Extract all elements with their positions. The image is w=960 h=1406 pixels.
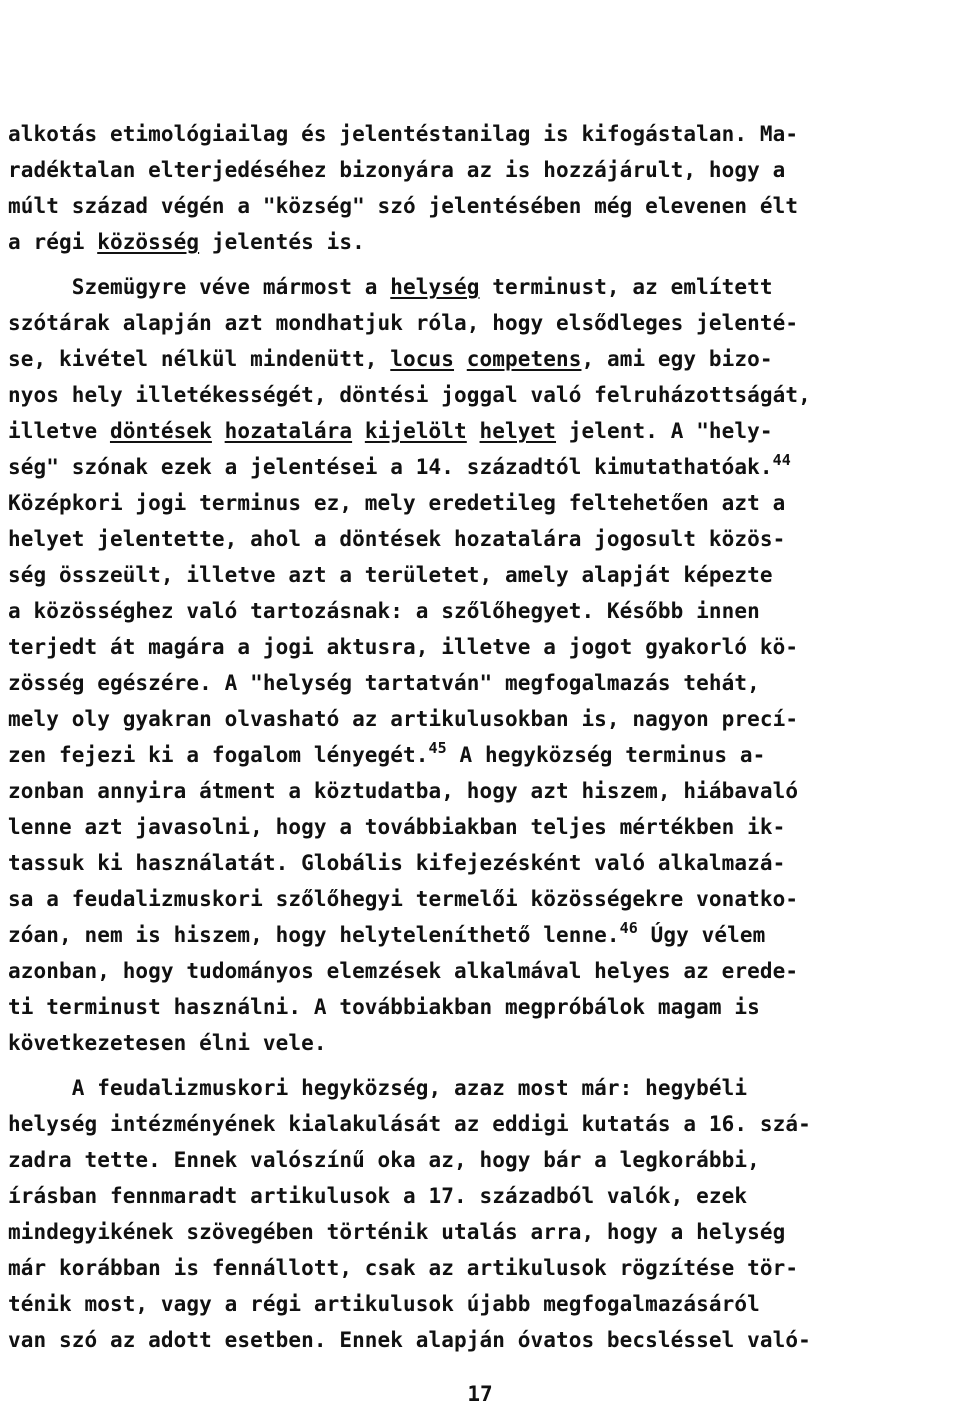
text-line [8, 193, 798, 219]
text-run: írásban fennmaradt artikulusok a 17. századból valók, ezek [8, 1184, 748, 1208]
text-line [8, 1030, 327, 1056]
underlined-term: helyet [479, 419, 557, 443]
text-line [8, 1183, 747, 1209]
text-run: se, kivétel nélkül mindenütt, [8, 347, 391, 371]
text-run: terminust, az említett [479, 275, 773, 299]
text-line [8, 490, 785, 516]
text-run: zóan, nem is hiszem, hogy helyteleníthető lenne. [8, 923, 620, 947]
text-run: ténik most, vagy a régi artikulusok újabb megfogalmazásáról [8, 1292, 760, 1316]
text-run: sa a feudalizmuskori szőlőhegyi termelői közösségekre vonatko- [8, 887, 799, 911]
text-line [8, 598, 760, 624]
underlined-term: hozatalára [224, 419, 353, 443]
text-run: zadra tette. Ennek valószínű oka az, hogy bár a legkorábbi, [8, 1148, 760, 1172]
page-number: 17 [467, 1382, 493, 1406]
text-run: alkotás etimológiailag és jelentéstanilag is kifogástalan. Ma- [8, 122, 799, 146]
text-run: zonban annyira átment a köztudatba, hogy azt hiszem, hiábavaló [8, 779, 799, 803]
text-run: már korábban is fennállott, csak az artikulusok rögzítése tör- [8, 1256, 799, 1280]
text-line [8, 229, 365, 255]
text-line [8, 958, 798, 984]
underlined-term: helység [390, 275, 480, 299]
text-run: Középkori jogi terminus ez, mely eredetileg feltehetően azt a [8, 491, 786, 515]
text-run: , ami egy bizo- [581, 347, 773, 371]
text-line [8, 1075, 747, 1101]
text-line [8, 526, 785, 552]
text-run [454, 347, 467, 371]
text-line [8, 451, 791, 480]
text-run: jelentés is. [199, 230, 365, 254]
text-run [352, 419, 365, 443]
text-run: a régi [8, 230, 98, 254]
text-run: lenne azt javasolni, hogy a továbbiakban teljes mértékben ik- [8, 815, 786, 839]
text-run: mely oly gyakran olvasható az artikulusokban is, nagyon precí- [8, 707, 799, 731]
text-run: a közösséghez való tartozásnak: a szőlőhegyet. Később innen [8, 599, 760, 623]
text-line [8, 1327, 811, 1353]
text-run: helység intézményének kialakulását az eddigi kutatás a 16. szá- [8, 1112, 811, 1136]
footnote-ref: 44 [772, 451, 791, 469]
text-line [8, 1291, 760, 1317]
text-run: A hegyközség terminus a- [446, 743, 766, 767]
text-line [8, 1219, 785, 1245]
underlined-term: competens [466, 347, 582, 371]
text-line [8, 382, 811, 408]
text-run: következetesen élni vele. [8, 1031, 327, 1055]
text-run: Szemügyre véve mármost a [8, 275, 391, 299]
text-run: ti terminust használni. A továbbiakban megpróbálok magam is [8, 995, 760, 1019]
text-line [8, 418, 773, 444]
text-line [8, 121, 798, 147]
text-run: helyet jelentette, ahol a döntések hozatalára jogosult közös- [8, 527, 786, 551]
text-line [8, 346, 773, 372]
text-line [8, 562, 773, 588]
text-line [8, 706, 798, 732]
text-line [8, 994, 760, 1020]
text-run: ség" szónak ezek a jelentései a 14. századtól kimutathatóak. [8, 455, 773, 479]
text-run: jelent. A "hely- [556, 419, 773, 443]
text-line [8, 886, 798, 912]
footnote-ref: 45 [428, 739, 447, 757]
text-line [8, 1255, 798, 1281]
underlined-term: locus [390, 347, 455, 371]
text-run: tassuk ki használatát. Globális kifejezésként való alkalmazá- [8, 851, 786, 875]
text-run [212, 419, 225, 443]
text-run: van szó az adott esetben. Ennek alapján óvatos becsléssel való- [8, 1328, 811, 1352]
text-line [8, 1147, 760, 1173]
text-line [8, 739, 766, 768]
underlined-term: közösség [97, 230, 200, 254]
text-run: A feudalizmuskori hegyközség, azaz most már: hegybéli [8, 1076, 748, 1100]
text-line [8, 778, 798, 804]
text-line [8, 634, 798, 660]
text-line [8, 850, 785, 876]
text-line [8, 1111, 811, 1137]
text-run: mindegyikének szövegében történik utalás arra, hogy a helység [8, 1220, 786, 1244]
underlined-term: döntések [109, 419, 212, 443]
text-run: Úgy vélem [637, 923, 766, 947]
text-run: ség összeült, illetve azt a területet, amely alapját képezte [8, 563, 773, 587]
text-run: nyos hely illetékességét, döntési joggal való felruházottságát, [8, 383, 811, 407]
text-line [8, 670, 760, 696]
text-run: azonban, hogy tudományos elemzések alkalmával helyes az erede- [8, 959, 799, 983]
text-run: terjedt át magára a jogi aktusra, illetve a jogot gyakorló kö- [8, 635, 799, 659]
footnote-ref: 46 [619, 919, 638, 937]
text-run: szótárak alapján azt mondhatjuk róla, hogy elsődleges jelenté- [8, 311, 799, 335]
text-run [467, 419, 480, 443]
text-line [8, 814, 785, 840]
text-line [8, 274, 773, 300]
text-run: múlt század végén a "község" szó jelentésében még elevenen élt [8, 194, 799, 218]
text-line [8, 919, 766, 948]
text-run: illetve [8, 419, 110, 443]
text-line [8, 157, 785, 183]
text-run: zen fejezi ki a fogalom lényegét. [8, 743, 429, 767]
text-run: radéktalan elterjedéséhez bizonyára az is hozzájárult, hogy a [8, 158, 786, 182]
text-line [8, 310, 798, 336]
text-run: zösség egészére. A "helység tartatván" megfogalmazás tehát, [8, 671, 760, 695]
underlined-term: kijelölt [364, 419, 467, 443]
